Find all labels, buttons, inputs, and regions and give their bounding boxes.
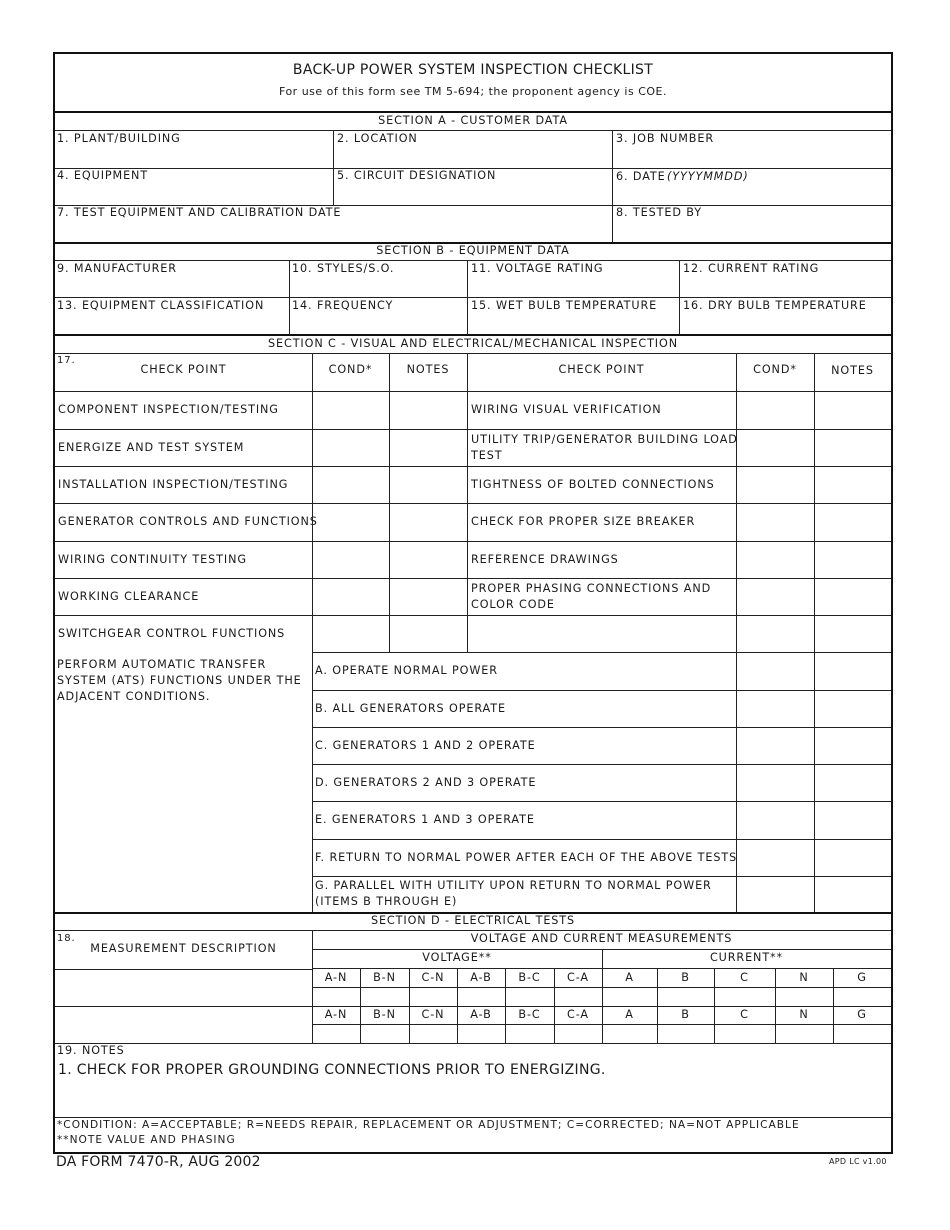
notes-input-right[interactable] [815, 467, 890, 502]
manufacturer-field[interactable] [56, 261, 288, 296]
check-point-right: REFERENCE DRAWINGS [471, 552, 619, 566]
ats-label: PERFORM AUTOMATIC TRANSFER [57, 658, 267, 671]
ats-cond-input[interactable] [737, 877, 813, 911]
col-notes-left: NOTES [406, 363, 450, 376]
measurement-value-input[interactable] [603, 988, 656, 1005]
measurement-value-input[interactable] [361, 1025, 408, 1042]
notes-text: 1. CHECK FOR PROPER GROUNDING CONNECTIONS PRIOR TO ENERGIZING. [58, 1062, 606, 1078]
notes-field[interactable] [56, 1044, 890, 1116]
measurement-column-2: A-N [324, 1008, 348, 1021]
grid-line-h [55, 353, 891, 354]
measurement-value-input[interactable] [776, 1025, 832, 1042]
check-point-left: ENERGIZE AND TEST SYSTEM [58, 440, 245, 454]
measurement-value-input[interactable] [658, 1025, 713, 1042]
col-notes-right: NOTES [831, 364, 874, 377]
cond-input-left[interactable] [313, 392, 388, 428]
wet-bulb-temp-field[interactable] [468, 298, 678, 333]
ats-notes-input[interactable] [815, 840, 890, 875]
check-point-right: COLOR CODE [471, 597, 555, 611]
ats-notes-input[interactable] [815, 765, 890, 800]
ats-cond-input[interactable] [737, 728, 813, 763]
ats-notes-input[interactable] [815, 802, 890, 838]
vc-measurements-header: VOLTAGE AND CURRENT MEASUREMENTS [470, 932, 733, 945]
current-rating-field[interactable] [680, 261, 890, 296]
notes-input-right[interactable] [815, 579, 890, 614]
notes-input-right[interactable] [815, 504, 890, 540]
ats-notes-input[interactable] [815, 728, 890, 763]
tested-by-field[interactable] [613, 206, 890, 241]
date-label: 6. DATE [616, 170, 666, 183]
check-point-right: UTILITY TRIP/GENERATOR BUILDING LOAD [471, 432, 738, 446]
check-point-right: CHECK FOR PROPER SIZE BREAKER [471, 515, 696, 528]
measurement-column-2: C [740, 1008, 749, 1021]
check-point-left: COMPONENT INSPECTION/TESTING [58, 403, 279, 416]
test-equipment-field[interactable] [56, 206, 611, 241]
equipment-field[interactable] [56, 169, 332, 204]
measurement-column-1: C [740, 971, 749, 984]
form-subtitle: For use of this form see TM 5-694; the proponent agency is COE. [279, 85, 667, 98]
voltage-header: VOLTAGE** [422, 951, 492, 964]
measurement-description-field[interactable] [56, 970, 311, 1005]
cond-input-right[interactable] [737, 616, 813, 651]
test-equipment-label: 7. TEST EQUIPMENT AND CALIBRATION DATE [57, 206, 342, 219]
notes-input-left[interactable] [390, 579, 466, 614]
measurement-column-1: G [857, 971, 867, 984]
measurement-column-2: N [799, 1008, 809, 1021]
form-number: DA FORM 7470-R, AUG 2002 [56, 1154, 261, 1170]
cond-input-left[interactable] [313, 579, 388, 614]
check-point-left: WIRING CONTINUITY TESTING [58, 552, 247, 566]
measurement-column-1: B-C [518, 971, 541, 984]
measurement-column-2: A-B [470, 1008, 492, 1021]
voltage-rating-label: 11. VOLTAGE RATING [471, 262, 604, 275]
measurement-value-input[interactable] [313, 1025, 359, 1042]
measurement-value-input[interactable] [555, 1025, 601, 1042]
date-format-hint: (YYYYMMDD) [667, 170, 749, 183]
col-cond-right: COND* [753, 363, 797, 376]
measurement-description-field[interactable] [56, 1007, 311, 1042]
check-point-right: WIRING VISUAL VERIFICATION [471, 403, 662, 416]
col-check-point-left: CHECK POINT [140, 363, 227, 376]
cond-input-right[interactable] [737, 542, 813, 577]
ats-notes-input[interactable] [815, 691, 890, 726]
check-point-right: PROPER PHASING CONNECTIONS AND [471, 581, 712, 595]
ats-label: SYSTEM (ATS) FUNCTIONS UNDER THE [57, 674, 302, 687]
ats-condition: (ITEMS B THROUGH E) [315, 895, 458, 908]
ats-condition: D. GENERATORS 2 AND 3 OPERATE [315, 775, 537, 789]
measurement-value-input[interactable] [313, 988, 359, 1005]
measurement-column-1: B-N [373, 971, 396, 984]
section-b-heading: SECTION B - EQUIPMENT DATA [376, 244, 570, 257]
ats-notes-input[interactable] [815, 877, 890, 911]
job-number-field[interactable] [613, 131, 890, 167]
form-title: BACK-UP POWER SYSTEM INSPECTION CHECKLIST [292, 62, 654, 78]
grid-line-v [467, 353, 468, 652]
notes-input-left[interactable] [390, 430, 466, 465]
circuit-designation-label: 5. CIRCUIT DESIGNATION [337, 169, 497, 182]
measurement-value-input[interactable] [458, 988, 504, 1005]
inspection-form [53, 52, 893, 1154]
notes-input-left[interactable] [390, 504, 466, 540]
notes-input-right[interactable] [815, 392, 890, 428]
ats-condition: E. GENERATORS 1 AND 3 OPERATE [315, 813, 535, 826]
measurement-value-input[interactable] [361, 988, 408, 1005]
cond-input-left[interactable] [313, 430, 388, 465]
measurement-value-input[interactable] [410, 988, 456, 1005]
check-point-left: WORKING CLEARANCE [58, 589, 200, 603]
manufacturer-label: 9. MANUFACTURER [57, 262, 177, 275]
measurement-column-2: C-A [567, 1008, 589, 1021]
check-point-right: TEST [471, 448, 503, 462]
ats-label: ADJACENT CONDITIONS. [57, 690, 211, 703]
section-a-heading: SECTION A - CUSTOMER DATA [378, 114, 568, 127]
location-field[interactable] [334, 131, 611, 167]
dry-bulb-temp-label: 16. DRY BULB TEMPERATURE [683, 299, 867, 312]
measurement-column-1: N [799, 971, 809, 984]
cond-input-left[interactable] [313, 616, 388, 651]
measurement-value-input[interactable] [658, 988, 713, 1005]
measurement-column-2: A [625, 1008, 634, 1021]
measurement-column-2: C-N [421, 1008, 445, 1021]
measurement-column-2: B-C [518, 1008, 541, 1021]
section-d-heading: SECTION D - ELECTRICAL TESTS [370, 914, 576, 927]
measurement-column-1: C-A [567, 971, 589, 984]
notes-label: 19. NOTES [57, 1044, 125, 1057]
voltage-rating-field[interactable] [468, 261, 678, 296]
equipment-label: 4. EQUIPMENT [57, 169, 149, 182]
cond-input-right[interactable] [737, 430, 813, 465]
notes-input-right[interactable] [815, 542, 890, 577]
job-number-label: 3. JOB NUMBER [616, 132, 714, 145]
measurement-column-1: A-N [324, 971, 348, 984]
measurement-value-input[interactable] [555, 988, 601, 1005]
plant-building-label: 1. PLANT/BUILDING [57, 132, 181, 145]
notes-input-left[interactable] [390, 392, 466, 428]
current-rating-label: 12. CURRENT RATING [683, 262, 820, 275]
cond-input-right[interactable] [737, 504, 813, 540]
check-point-left: SWITCHGEAR CONTROL FUNCTIONS [58, 626, 286, 640]
measurement-value-input[interactable] [715, 988, 774, 1005]
notes-input-left[interactable] [390, 616, 466, 651]
measurement-value-input[interactable] [410, 1025, 456, 1042]
measurement-value-input[interactable] [506, 1025, 553, 1042]
equipment-classification-label: 13. EQUIPMENT CLASSIFICATION [57, 299, 265, 312]
item-18-number: 18. [57, 933, 76, 944]
form-version: APD LC v1.00 [829, 1157, 887, 1166]
notes-input-left[interactable] [390, 542, 466, 577]
measurement-value-input[interactable] [834, 988, 890, 1005]
ats-notes-input[interactable] [815, 653, 890, 689]
measurement-value-input[interactable] [834, 1025, 890, 1042]
item-17-number: 17. [57, 355, 76, 366]
location-label: 2. LOCATION [337, 132, 418, 145]
ats-cond-input[interactable] [737, 653, 813, 689]
date-field[interactable] [613, 169, 890, 204]
ats-cond-input[interactable] [737, 765, 813, 800]
check-point-left: INSTALLATION INSPECTION/TESTING [58, 477, 289, 491]
cond-input-right[interactable] [737, 579, 813, 614]
measurement-value-input[interactable] [715, 1025, 774, 1042]
measurement-column-2: B-N [373, 1008, 396, 1021]
check-point-right: TIGHTNESS OF BOLTED CONNECTIONS [471, 477, 715, 491]
circuit-designation-field[interactable] [334, 169, 611, 204]
cond-input-right[interactable] [737, 467, 813, 502]
measurement-value-input[interactable] [776, 988, 832, 1005]
measurement-column-1: B [681, 971, 690, 984]
ats-cond-input[interactable] [737, 840, 813, 875]
styles-so-field[interactable] [290, 261, 466, 296]
col-cond-left: COND* [328, 363, 373, 376]
notes-input-left[interactable] [390, 467, 466, 502]
plant-building-field[interactable] [56, 131, 332, 167]
measurement-value-input[interactable] [506, 988, 553, 1005]
cond-input-left[interactable] [313, 467, 388, 502]
frequency-field[interactable] [290, 298, 466, 333]
measurement-column-1: A [625, 971, 634, 984]
ats-condition: G. PARALLEL WITH UTILITY UPON RETURN TO NORMAL POWER [315, 879, 712, 892]
cond-input-left[interactable] [313, 542, 388, 577]
check-point-left: GENERATOR CONTROLS AND FUNCTIONS [58, 515, 318, 528]
measurement-column-1: A-B [470, 971, 492, 984]
cond-input-left[interactable] [313, 504, 388, 540]
phasing-note: **NOTE VALUE AND PHASING [57, 1134, 236, 1146]
tested-by-label: 8. TESTED BY [616, 206, 703, 219]
ats-condition: F. RETURN TO NORMAL POWER AFTER EACH OF THE ABOVE TESTS [315, 850, 738, 864]
notes-input-right[interactable] [815, 430, 890, 465]
ats-condition: B. ALL GENERATORS OPERATE [315, 701, 506, 715]
measurement-column-2: G [857, 1008, 867, 1021]
condition-legend: *CONDITION: A=ACCEPTABLE; R=NEEDS REPAIR, REPLACEMENT OR ADJUSTMENT; C=CORRECTED; NA=NOT APPLICABLE [57, 1119, 800, 1131]
frequency-label: 14. FREQUENCY [292, 299, 394, 312]
current-header: CURRENT** [709, 951, 784, 964]
notes-input-right[interactable] [815, 616, 890, 651]
measurement-value-input[interactable] [603, 1025, 656, 1042]
section-c-heading: SECTION C - VISUAL AND ELECTRICAL/MECHANICAL INSPECTION [268, 337, 678, 350]
ats-condition: A. OPERATE NORMAL POWER [315, 664, 498, 677]
ats-condition: C. GENERATORS 1 AND 2 OPERATE [315, 738, 536, 752]
ats-cond-input[interactable] [737, 691, 813, 726]
ats-cond-input[interactable] [737, 802, 813, 838]
measurement-value-input[interactable] [458, 1025, 504, 1042]
equipment-classification-field[interactable] [56, 298, 288, 333]
wet-bulb-temp-label: 15. WET BULB TEMPERATURE [471, 299, 658, 312]
styles-so-label: 10. STYLES/S.O. [292, 262, 395, 275]
col-check-point-right: CHECK POINT [558, 363, 645, 376]
measurement-column-2: B [681, 1008, 690, 1021]
cond-input-right[interactable] [737, 392, 813, 428]
measurement-column-1: C-N [421, 971, 445, 984]
dry-bulb-temp-field[interactable] [680, 298, 890, 333]
measurement-description-header: MEASUREMENT DESCRIPTION [90, 942, 277, 955]
